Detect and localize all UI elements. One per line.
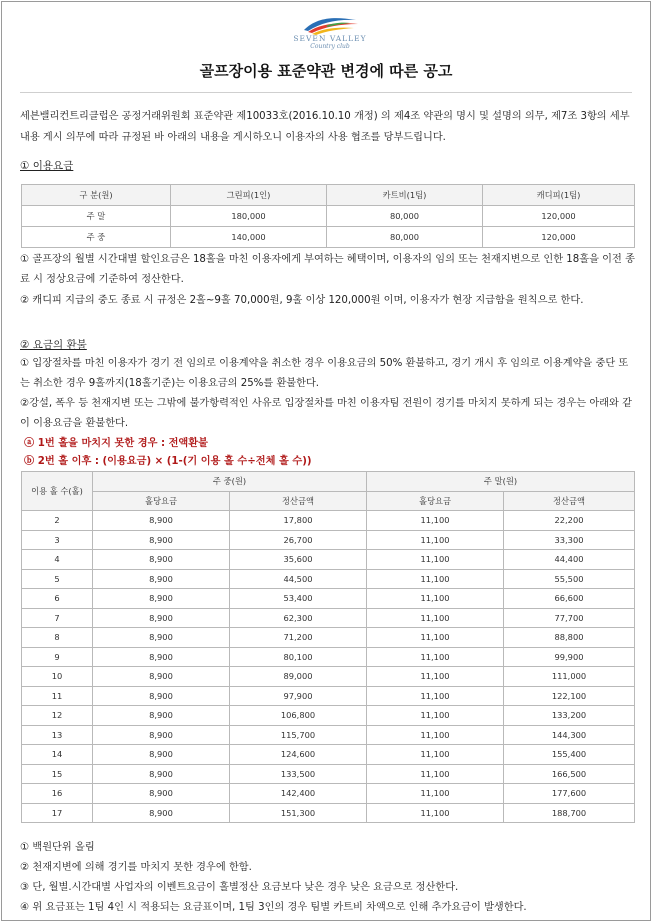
refund-cell: 13 (22, 725, 93, 745)
weekend-header: 주 말(원) (367, 472, 635, 492)
refund-table-row (22, 628, 635, 648)
refund-para-2: ②강설, 폭우 등 천재지변 또는 그밖에 불가항력적인 사유로 입장절차를 마친 이용자팀 전원이 경기를 마치지 못하게 되는 경우는 아래와 같이 이용요금을 환불한다. (20, 398, 632, 429)
refund-cell: 2 (22, 511, 93, 531)
swoosh-logo-icon (298, 14, 362, 36)
refund-cell: 151,300 (230, 803, 367, 823)
weekday-header: 주 중(원) (93, 472, 367, 492)
fee-cell: 120,000 (483, 227, 635, 248)
refund-cell: 99,900 (504, 647, 635, 667)
fee-cell: 180,000 (171, 206, 327, 227)
logo-sub-text: Country club (310, 43, 350, 50)
refund-cell: 53,400 (230, 589, 367, 609)
refund-cell: 8,900 (93, 550, 230, 570)
fee-cell: 80,000 (327, 227, 483, 248)
refund-cell: 62,300 (230, 608, 367, 628)
refund-cell: 8,900 (93, 784, 230, 804)
footnote-2: ② 천재지변에 의해 경기를 마치지 못한 경우에 한함. (20, 862, 252, 873)
refund-cell: 115,700 (230, 725, 367, 745)
page-title: 골프장이용 표준약관 변경에 따른 공고 (199, 62, 453, 80)
refund-cell: 66,600 (504, 589, 635, 609)
refund-table-row (22, 647, 635, 667)
weekday-settle-header: 정산금액 (230, 491, 367, 511)
refund-cell: 11,100 (367, 803, 504, 823)
fee-header-cell: 캐디피(1팀) (483, 185, 635, 206)
refund-table-row (22, 550, 635, 570)
refund-cell: 8,900 (93, 667, 230, 687)
refund-cell: 8,900 (93, 608, 230, 628)
refund-table-row (22, 511, 635, 531)
refund-cell: 17 (22, 803, 93, 823)
fee-note-2: ② 캐디피 지급의 중도 종료 시 규정은 2홀~9홀 70,000원, 9홀 이상 120,000원 이며, 이용자가 현장 지급함을 원칙으로 한다. (20, 295, 584, 306)
refund-cell: 11,100 (367, 608, 504, 628)
refund-cell: 14 (22, 745, 93, 765)
fee-cell: 120,000 (483, 206, 635, 227)
refund-cell: 8,900 (93, 589, 230, 609)
refund-cell: 11,100 (367, 745, 504, 765)
refund-table-row (22, 686, 635, 706)
fee-header-cell: 구 분(원) (22, 185, 171, 206)
holes-header: 이용 홀 수(홀) (22, 472, 93, 511)
refund-cell: 80,100 (230, 647, 367, 667)
notice-page (1, 1, 651, 921)
refund-cell: 11,100 (367, 530, 504, 550)
fee-table-row (22, 227, 635, 248)
refund-cell: 11,100 (367, 589, 504, 609)
refund-rule-a: ⓐ 1번 홀을 마치지 못한 경우 : 전액환불 (24, 438, 208, 449)
refund-cell: 8,900 (93, 803, 230, 823)
refund-cell: 26,700 (230, 530, 367, 550)
refund-table-row (22, 706, 635, 726)
refund-cell: 10 (22, 667, 93, 687)
refund-table-group-header (22, 472, 635, 492)
refund-cell: 5 (22, 569, 93, 589)
club-logo (280, 14, 380, 54)
refund-cell: 44,400 (504, 550, 635, 570)
refund-cell: 89,000 (230, 667, 367, 687)
refund-cell: 11,100 (367, 628, 504, 648)
refund-cell: 11,100 (367, 647, 504, 667)
fee-note-1: ① 골프장의 월별 시간대별 할인요금은 18홀을 마친 이용자에게 부여하는 혜택이며, 이용자의 임의 또는 천재지변으로 인한 18홀을 이전 종료 시 정상요금에 기준하여 정산한다. (20, 254, 635, 285)
refund-cell: 9 (22, 647, 93, 667)
weekend-settle-header: 정산금액 (504, 491, 635, 511)
fee-cell: 80,000 (327, 206, 483, 227)
refund-rule-b: ⓑ 2번 홀 이후 : (이용요금) × (1-(기 이용 홀 수÷전체 홀 수)) (24, 456, 312, 467)
refund-cell: 11,100 (367, 550, 504, 570)
refund-cell: 142,400 (230, 784, 367, 804)
refund-cell: 77,700 (504, 608, 635, 628)
refund-cell: 11,100 (367, 784, 504, 804)
logo-brand-text: SEVEN VALLEY (293, 34, 367, 43)
refund-table-row (22, 608, 635, 628)
refund-cell: 11 (22, 686, 93, 706)
refund-cell: 106,800 (230, 706, 367, 726)
refund-table-row (22, 784, 635, 804)
footnote-4: ④ 위 요금표는 1팀 4인 시 적용되는 요금표이며, 1팀 3인의 경우 팀별 카트비 차액으로 인해 추가요금이 발생한다. (20, 902, 527, 913)
refund-cell: 8,900 (93, 764, 230, 784)
refund-cell: 33,300 (504, 530, 635, 550)
refund-cell: 6 (22, 589, 93, 609)
refund-cell: 8,900 (93, 530, 230, 550)
fee-table (21, 184, 635, 248)
fee-cell: 주 말 (22, 206, 171, 227)
refund-cell: 133,200 (504, 706, 635, 726)
section-fees-title: ① 이용요금 (20, 160, 74, 172)
refund-cell: 8,900 (93, 706, 230, 726)
refund-cell: 44,500 (230, 569, 367, 589)
fee-table-header (22, 185, 635, 206)
refund-cell: 8,900 (93, 569, 230, 589)
refund-para-1: ① 입장절차를 마친 이용자가 경기 전 임의로 이용계약을 취소한 경우 이용요금의 50% 환불하고, 경기 개시 후 임의로 이용계약을 중단 또는 취소한 경우 9홀까지(18홀기준)는 이용요금의 25%를 환불한다. (20, 358, 629, 389)
refund-table (21, 471, 635, 823)
refund-table-row (22, 530, 635, 550)
fee-cell: 140,000 (171, 227, 327, 248)
refund-table-row (22, 764, 635, 784)
refund-cell: 124,600 (230, 745, 367, 765)
title-divider (20, 92, 632, 93)
refund-cell: 35,600 (230, 550, 367, 570)
refund-cell: 11,100 (367, 511, 504, 531)
weekend-per-hole-header: 홀당요금 (367, 491, 504, 511)
refund-cell: 8,900 (93, 745, 230, 765)
refund-table-row (22, 745, 635, 765)
fee-header-cell: 카트비(1팀) (327, 185, 483, 206)
fee-cell: 주 중 (22, 227, 171, 248)
refund-cell: 8,900 (93, 628, 230, 648)
refund-cell: 111,000 (504, 667, 635, 687)
refund-table-row (22, 803, 635, 823)
refund-cell: 11,100 (367, 706, 504, 726)
refund-cell: 16 (22, 784, 93, 804)
refund-table-row (22, 569, 635, 589)
refund-cell: 12 (22, 706, 93, 726)
refund-cell: 8,900 (93, 686, 230, 706)
refund-cell: 122,100 (504, 686, 635, 706)
refund-cell: 11,100 (367, 764, 504, 784)
refund-cell: 188,700 (504, 803, 635, 823)
footnote-3: ③ 단, 월별.시간대별 사업자의 이벤트요금이 홀별정산 요금보다 낮은 경우 낮은 요금으로 정산한다. (20, 882, 459, 893)
refund-table-sub-header (22, 491, 635, 511)
refund-table-row (22, 725, 635, 745)
refund-cell: 3 (22, 530, 93, 550)
refund-cell: 11,100 (367, 725, 504, 745)
refund-table-row (22, 667, 635, 687)
refund-cell: 8,900 (93, 725, 230, 745)
refund-cell: 8,900 (93, 647, 230, 667)
footnote-1: ① 백원단위 올림 (20, 842, 95, 853)
refund-cell: 166,500 (504, 764, 635, 784)
refund-cell: 11,100 (367, 686, 504, 706)
refund-cell: 144,300 (504, 725, 635, 745)
refund-cell: 17,800 (230, 511, 367, 531)
refund-cell: 8,900 (93, 511, 230, 531)
fee-header-cell: 그린피(1인) (171, 185, 327, 206)
section-refund-title: ② 요금의 환불 (20, 339, 87, 351)
refund-cell: 55,500 (504, 569, 635, 589)
refund-cell: 88,800 (504, 628, 635, 648)
refund-cell: 8 (22, 628, 93, 648)
refund-cell: 71,200 (230, 628, 367, 648)
refund-cell: 15 (22, 764, 93, 784)
refund-cell: 11,100 (367, 667, 504, 687)
fee-table-row (22, 206, 635, 227)
refund-cell: 7 (22, 608, 93, 628)
refund-table-row (22, 589, 635, 609)
refund-cell: 4 (22, 550, 93, 570)
weekday-per-hole-header: 홀당요금 (93, 491, 230, 511)
refund-cell: 177,600 (504, 784, 635, 804)
intro-paragraph: 세븐밸리컨트리클럽은 공정거래위원회 표준약관 제10033호(2016.10.10 개정) 의 제4조 약관의 명시 및 설명의 의무, 제7조 3항의 세부내용 게시 의무에 따라 규정된 바 아래의 내용을 게시하오니 이용자의 사용 협조를 당부드립니다. (20, 111, 630, 143)
refund-table-body (22, 511, 635, 823)
refund-cell: 97,900 (230, 686, 367, 706)
refund-cell: 22,200 (504, 511, 635, 531)
refund-cell: 133,500 (230, 764, 367, 784)
refund-cell: 155,400 (504, 745, 635, 765)
refund-cell: 11,100 (367, 569, 504, 589)
